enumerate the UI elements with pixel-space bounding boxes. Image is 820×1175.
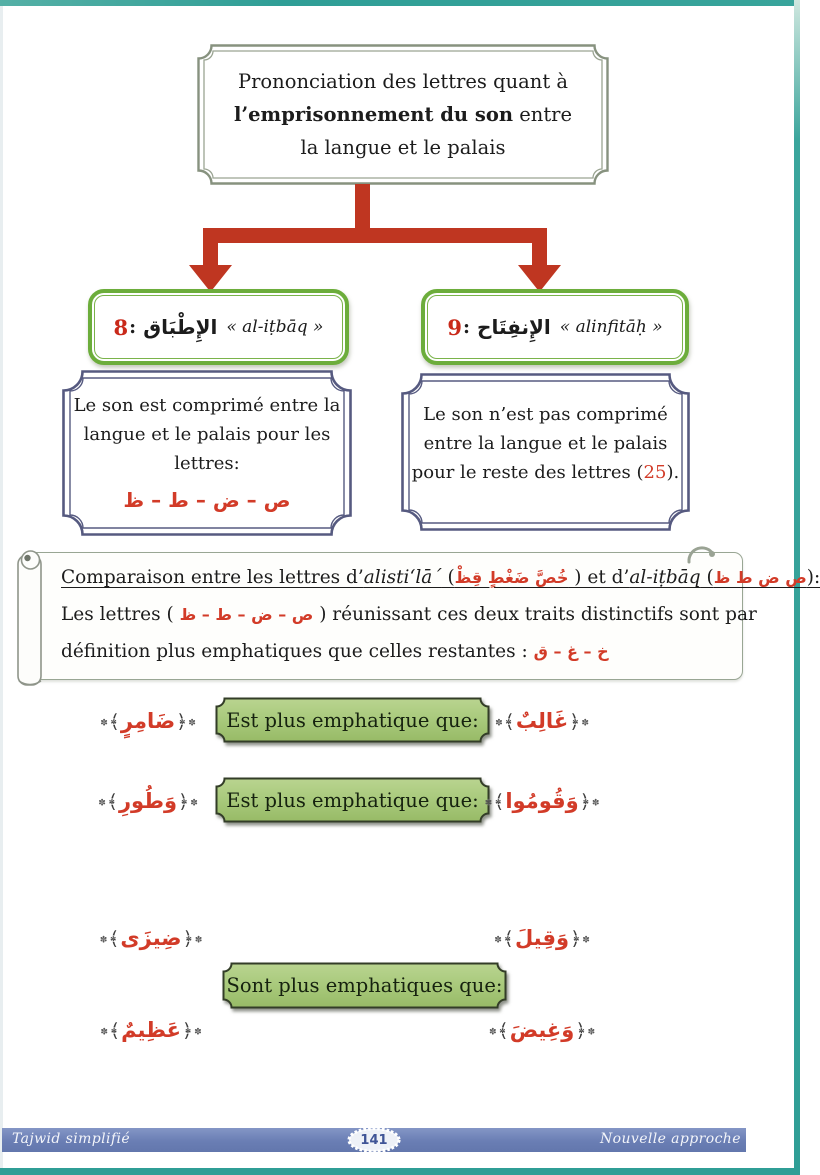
ornate-bracket-close: ﴾ [503,711,515,733]
rosette-icon: ✽ [489,1027,497,1038]
footer-edition: Nouvelle approche [600,1131,741,1147]
category-box-itbaq [88,289,349,365]
banner-paren: ( [700,567,714,588]
ornate-bracket-open: ﴿ [579,791,591,813]
banner-paren: ): [806,567,820,588]
comparison-row1-right-word [490,699,594,743]
branch-arrows [140,184,560,294]
comparison-row3-bottom-right-word [486,1008,598,1052]
page-edge-top [0,0,800,6]
rosette-icon: ✽ [494,935,502,946]
page-edge-bottom [0,1168,800,1175]
category-transliteration: « al-iṭbāq » [226,317,324,337]
ornate-bracket-close: ﴾ [108,928,120,950]
ornate-bracket-open: ﴿ [569,711,581,733]
banner-line-1 [61,559,820,596]
ornate-bracket-open: ﴿ [176,711,188,733]
category-arabic-term: الإِنفِتَاح [477,315,551,339]
comparison-button-3 [222,962,507,1009]
ornate-bracket-close: ﴾ [493,791,505,813]
rosette-icon: ✽ [591,798,600,809]
category-colon: : [463,316,471,338]
description-box-itbaq [61,369,353,537]
banner-line3-text: définition plus emphatiques que celles restantes : [61,641,534,662]
rosette-icon: ✽ [99,935,108,946]
comparison-button-label: Est plus emphatique que: [226,708,479,732]
comparison-row1-left-word [96,699,200,743]
page-number: 141 [360,1132,388,1148]
banner-paren: ( [441,567,455,588]
itbaq-letters: ص – ض – ط – ظ [123,488,291,512]
banner-line1-text: Comparaison entre les lettres d’ [61,567,364,588]
banner-line-2 [61,596,757,633]
comparison-banner [20,552,820,680]
arrow-head-right [518,265,561,292]
title-line-1: Prononciation des lettres quant à [237,70,569,93]
category-arabic-term: الإِطْبَاق [143,315,218,339]
title-box [196,43,610,186]
comparison-button-1 [215,697,490,743]
title-line-2-bold: l’emprisonnement du son [233,103,514,126]
banner-line2-rest: ) réunissant ces deux traits distinctifs sont par [313,604,757,625]
rosette-icon: ✽ [194,1027,202,1038]
comparison-row2-left-word [96,779,200,823]
description-line [412,458,679,487]
ornate-bracket-open: ﴿ [181,1020,194,1042]
description-line3-pre: pour le reste des lettres ( [411,462,644,483]
comparison-row3-top-right-word [488,916,596,960]
ornate-bracket-close: ﴾ [497,1020,509,1042]
quran-word: وَقِيلَ [514,926,570,950]
ornate-bracket-open: ﴿ [570,928,582,950]
ornate-bracket-close: ﴾ [108,1020,121,1042]
description-line: Le son n’est pas comprimé [423,404,668,425]
description-line: entre la langue et le palais [423,433,668,454]
banner-paren: ) et d’ [568,567,630,588]
ornate-bracket-open: ﴿ [178,791,190,813]
category-number: 9 [447,314,463,340]
banner-istila-letters: خُصَّ ضَغْطٍ قِظْ [454,568,569,587]
quran-word: وَغِيضَ [509,1018,575,1042]
rosette-icon: ✽ [190,798,198,809]
comparison-button-2 [215,777,490,823]
category-box-infitah [421,289,689,365]
comparison-button-label: Est plus emphatique que: [226,788,479,812]
rosette-icon: ✽ [100,718,108,729]
comparison-button-label: Sont plus emphatiques que: [226,974,503,997]
banner-istila-term: alisti‘lā´ [363,567,442,588]
banner-remaining-letters: خ – غ – ق [533,642,609,661]
comparison-row3-bottom-left-word [96,1008,206,1052]
letters-count: 25 [643,462,667,483]
title-line-2 [234,98,572,131]
quran-word: عَظِيمٌ [121,1018,181,1042]
category-number: 8 [113,314,129,340]
banner-line-3 [61,633,732,670]
rosette-icon: ✽ [495,718,503,729]
rosette-icon: ✽ [582,935,590,946]
arrow-head-left [189,265,232,292]
category-transliteration: « alinfitāḥ » [559,317,663,337]
banner-itbaq-letters: ص ض ط ظ [713,568,807,587]
quran-word: ضَامِرٍ [120,709,176,733]
comparison-row2-right-word [484,779,600,823]
description-box-infitah [400,372,691,532]
title-line-2-rest: entre [513,103,573,126]
rosette-icon: ✽ [587,1027,595,1038]
quran-word: وَقُومُوا [505,789,579,813]
page-number-badge [346,1126,402,1154]
rosette-icon: ✽ [100,1027,108,1038]
description-line3-post: ). [666,462,680,483]
ornate-bracket-close: ﴾ [108,711,120,733]
footer-bar [2,1128,746,1152]
category-colon: : [129,316,137,338]
rosette-icon: ✽ [98,798,106,809]
description-line: Le son est comprimé entre la [73,395,341,416]
rosette-icon: ✽ [194,935,203,946]
footer-book-title: Tajwid simplifié [12,1131,131,1147]
scroll-roll-icon [11,543,51,693]
comparison-row3-top-left-word [96,916,206,960]
rosette-icon: ✽ [581,718,589,729]
rosette-icon: ✽ [188,718,196,729]
ornate-bracket-open: ﴿ [182,928,194,950]
banner-itbaq-term: al-iṭbāq [629,567,701,588]
quran-word: وَطُورِ [118,789,178,813]
quran-word: غَالِبٌ [515,709,569,733]
ornate-bracket-close: ﴾ [106,791,118,813]
page-edge-right [794,0,800,1175]
ornate-bracket-open: ﴿ [575,1020,587,1042]
banner-emphatic-letters: ص – ض – ط – ظ [179,605,314,624]
ornate-bracket-close: ﴾ [502,928,514,950]
quran-word: ضِيزَى [120,926,182,950]
description-line: lettres: [174,453,240,474]
page-edge-left [0,0,3,1175]
banner-line2-text: Les lettres ( [61,604,180,625]
description-line: langue et le palais pour les [83,424,331,445]
title-line-3: la langue et le palais [300,136,506,159]
rosette-icon: ✽ [484,798,493,809]
